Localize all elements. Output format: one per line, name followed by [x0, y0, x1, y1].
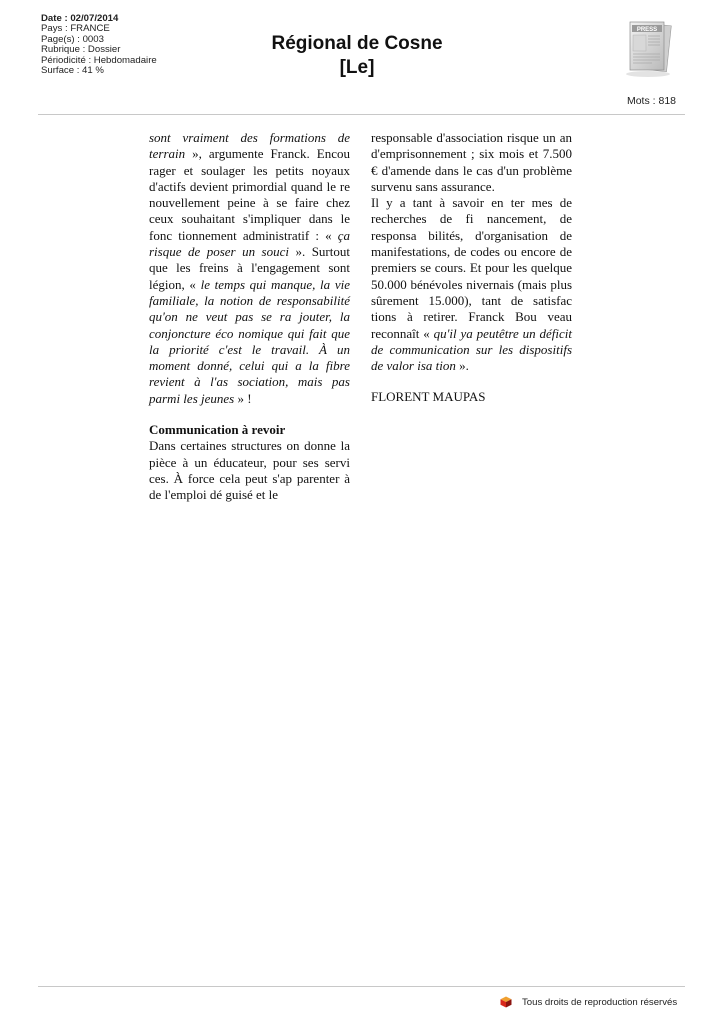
- quote-text: qu'il ya peutêtre un déficit de communication sur les dispositifs de valor isa tion: [371, 325, 572, 374]
- article-paragraph: responsable d'association risque un an d'emprisonnement ; six mois et 7.500 € d'amende dans le cas d'un problème survenu sans assurance.: [371, 130, 572, 194]
- section-heading: Communication à revoir: [149, 422, 286, 438]
- article-column-1: [149, 130, 350, 504]
- logo-label: PRESS: [636, 27, 658, 33]
- body-text: », argumente Franck. Encou rager et soulager les petits noyaux d'actifs devient primordial quand le re nouvellement peine à se faire chez ceux souhaitant s'impliquer dans le fonc tionnement administratif : «: [149, 146, 350, 243]
- footer-divider: [38, 986, 685, 987]
- body-text: » !: [234, 390, 252, 406]
- word-count: Mots : 818: [626, 95, 676, 107]
- quote-text: sont vraiment des formations de terrain: [149, 130, 350, 162]
- publication-title: [232, 32, 482, 80]
- meta-surface: Surface : 41 %: [41, 65, 104, 77]
- article-paragraph: [149, 130, 350, 407]
- meta-rubrique: Rubrique : Dossier: [41, 44, 121, 56]
- quote-text: le temps qui manque, la vie familiale, la notion de responsabilité qu'on ne veut pas se ra jouter, la conjoncture éco nomique qui fait que la priorité c'est le travail. À un moment donné, celui qui a la fibre revient à l'as sociation, mais pas parmi les jeunes: [149, 276, 350, 406]
- cube-icon: [500, 996, 512, 1008]
- meta-periodicity: Périodicité : Hebdomadaire: [41, 54, 157, 66]
- header-divider: [38, 114, 685, 115]
- meta-date: Date : 02/07/2014: [41, 13, 119, 24]
- press-logo-icon: [622, 16, 674, 78]
- body-text: ».: [455, 358, 469, 374]
- meta-country: Pays : FRANCE: [41, 23, 110, 35]
- article-paragraph: [371, 195, 572, 374]
- meta-pages: Page(s) : 0003: [41, 33, 104, 45]
- footer: [500, 996, 677, 1008]
- article-column-2: [371, 130, 572, 406]
- author-signature: FLORENT MAUPAS: [371, 389, 486, 405]
- body-text: Il y a tant à savoir en ter mes de recherches de fi nancement, de responsa bilités, d'organisation de manifestations, de codes ou encore de premiers se cours. Et pour les quelque 50.000 bénévoles nivernais (mais plus sûrement 15.000), tant de satisfac tions à retirer. Franck Bou veau reconnaît «: [371, 195, 572, 341]
- copyright-notice: Tous droits de reproduction réservés: [522, 996, 678, 1008]
- document-metadata: [41, 14, 157, 76]
- quote-text: ça risque de poser un souci: [149, 227, 350, 260]
- article-paragraph: Dans certaines structures on donne la pièce à un éducateur, pour ses servi ces. À force cela peut s'ap parenter à de l'emploi dé guisé et le: [149, 438, 350, 503]
- publication-name: Régional de Cosne: [271, 33, 443, 54]
- publication-suffix: [Le]: [339, 57, 375, 78]
- body-text: ». Surtout que les freins à l'engagement sont légion, «: [149, 244, 350, 292]
